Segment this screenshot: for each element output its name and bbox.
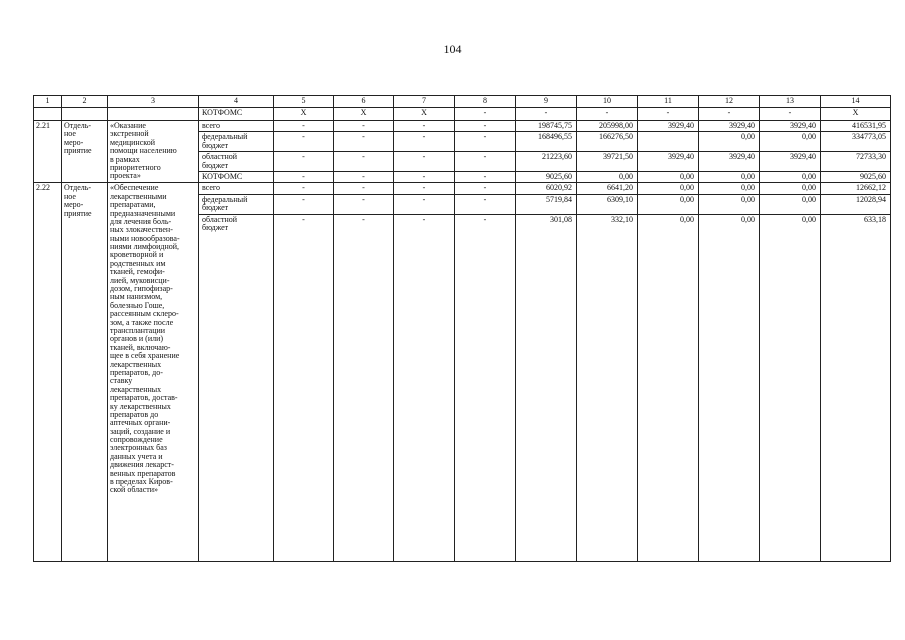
value-cell: -	[455, 183, 516, 194]
column-number-cell: 10	[577, 96, 638, 108]
value-cell: -	[274, 132, 334, 152]
value-cell: 0,00	[699, 214, 760, 561]
value-cell: 0,00	[760, 214, 821, 561]
value-cell: 6641,20	[577, 183, 638, 194]
budget-table	[33, 95, 891, 562]
value-cell: -	[394, 132, 455, 152]
value-cell: 12662,12	[821, 183, 891, 194]
value-cell: 9025,60	[516, 171, 577, 182]
column-number-cell: 7	[394, 96, 455, 108]
item-description-cell: «Обеспечение лекарственными препаратами, предназначенными для лечения боль- ных злокачествен- ными новообразова- ниями лимфоидной, кроветворной и родственных им тканей, гемофи- лией, муковисци- дозом, гипофизар- ным нанизмом, болезнью Гоше, рассеянным склеро- зом, а также после трансплантации органов и (или) тканей, включаю- щее в себя хранение лекарственных препаратов, до- ставку лекарственных препаратов, достав- ку лекарственных препаратов до аптечных органи- заций, создание и сопровождение электронных баз данных учета и движения лекарст- венных препаратов в пределах Киров- ской области»	[108, 183, 199, 561]
value-cell: 3929,40	[638, 121, 699, 132]
value-cell: 3929,40	[699, 121, 760, 132]
value-cell: 0,00	[577, 171, 638, 182]
value-cell: X	[334, 108, 394, 121]
value-cell: 0,00	[760, 132, 821, 152]
value-cell: 168496,55	[516, 132, 577, 152]
value-cell: 0,00	[699, 171, 760, 182]
value-cell: 6020,92	[516, 183, 577, 194]
value-cell: 0,00	[760, 171, 821, 182]
value-cell: 9025,60	[821, 171, 891, 182]
value-cell: 3929,40	[699, 152, 760, 172]
value-cell: 198745,75	[516, 121, 577, 132]
value-cell: 334773,05	[821, 132, 891, 152]
value-cell: 633,18	[821, 214, 891, 561]
value-cell: 0,00	[699, 194, 760, 214]
value-cell: -	[394, 214, 455, 561]
value-cell: 6309,10	[577, 194, 638, 214]
value-cell: 205998,00	[577, 121, 638, 132]
value-cell: 39721,50	[577, 152, 638, 172]
column-number-cell: 1	[34, 96, 62, 108]
item-number-cell: 2.21	[34, 121, 62, 183]
value-cell	[638, 132, 699, 152]
value-cell: 332,10	[577, 214, 638, 561]
value-cell: 301,08	[516, 214, 577, 561]
value-cell: 166276,50	[577, 132, 638, 152]
funding-source-cell: всего	[199, 121, 274, 132]
column-number-cell: 11	[638, 96, 699, 108]
value-cell: -	[455, 214, 516, 561]
value-cell: 0,00	[760, 194, 821, 214]
column-number-row	[34, 96, 891, 108]
value-cell: -	[699, 108, 760, 121]
value-cell: -	[274, 183, 334, 194]
funding-source-cell: федеральный бюджет	[199, 132, 274, 152]
item-description-cell: «Оказание экстренной медицинской помощи населению в рамках приоритетного проекта»	[108, 121, 199, 183]
value-cell: -	[577, 108, 638, 121]
column-number-cell: 5	[274, 96, 334, 108]
column-number-cell: 4	[199, 96, 274, 108]
funding-source-cell: областной бюджет	[199, 152, 274, 172]
empty-cell	[34, 108, 62, 121]
value-cell: -	[455, 194, 516, 214]
column-number-cell: 2	[62, 96, 108, 108]
funding-source-cell: КОТФОМС	[199, 108, 274, 121]
value-cell: -	[334, 132, 394, 152]
funding-source-cell: федеральный бюджет	[199, 194, 274, 214]
funding-source-cell: областной бюджет	[199, 214, 274, 561]
value-cell: -	[455, 152, 516, 172]
item-number-cell: 2.22	[34, 183, 62, 561]
column-number-cell: 14	[821, 96, 891, 108]
value-cell: 0,00	[638, 183, 699, 194]
value-cell: -	[274, 152, 334, 172]
value-cell: 12028,94	[821, 194, 891, 214]
value-cell: -	[334, 183, 394, 194]
value-cell: -	[334, 152, 394, 172]
value-cell: -	[638, 108, 699, 121]
value-cell: X	[394, 108, 455, 121]
kotfoms-header-row	[34, 108, 891, 121]
value-cell: -	[455, 132, 516, 152]
funding-source-cell: всего	[199, 183, 274, 194]
value-cell: -	[394, 194, 455, 214]
page-number: 104	[443, 42, 462, 56]
column-number-cell: 13	[760, 96, 821, 108]
value-cell: -	[334, 121, 394, 132]
value-cell: 0,00	[699, 183, 760, 194]
value-cell: 3929,40	[760, 152, 821, 172]
value-cell: -	[516, 108, 577, 121]
empty-cell	[108, 108, 199, 121]
value-cell: 3929,40	[760, 121, 821, 132]
empty-cell	[62, 108, 108, 121]
column-number-cell: 9	[516, 96, 577, 108]
value-cell: 5719,84	[516, 194, 577, 214]
item-kind-cell: Отдель- ное меро- приятие	[62, 121, 108, 183]
value-cell: -	[455, 171, 516, 182]
value-cell: X	[821, 108, 891, 121]
value-cell: 0,00	[638, 171, 699, 182]
column-number-cell: 6	[334, 96, 394, 108]
value-cell: -	[455, 121, 516, 132]
value-cell: 0,00	[638, 214, 699, 561]
value-cell: X	[274, 108, 334, 121]
value-cell: 416531,95	[821, 121, 891, 132]
value-cell: 21223,60	[516, 152, 577, 172]
value-cell: 3929,40	[638, 152, 699, 172]
table-row	[34, 183, 891, 194]
table-row	[34, 121, 891, 132]
value-cell: -	[274, 194, 334, 214]
item-kind-cell: Отдель- ное меро- приятие	[62, 183, 108, 561]
value-cell: -	[394, 171, 455, 182]
value-cell: -	[274, 171, 334, 182]
value-cell: -	[334, 194, 394, 214]
value-cell: -	[394, 152, 455, 172]
value-cell: 72733,30	[821, 152, 891, 172]
value-cell: -	[394, 121, 455, 132]
value-cell: -	[394, 183, 455, 194]
column-number-cell: 3	[108, 96, 199, 108]
value-cell: 0,00	[760, 183, 821, 194]
value-cell: 0,00	[638, 194, 699, 214]
value-cell: -	[334, 214, 394, 561]
column-number-cell: 12	[699, 96, 760, 108]
value-cell: 0,00	[699, 132, 760, 152]
value-cell: -	[760, 108, 821, 121]
value-cell: -	[455, 108, 516, 121]
column-number-cell: 8	[455, 96, 516, 108]
value-cell: -	[274, 214, 334, 561]
value-cell: -	[274, 121, 334, 132]
funding-source-cell: КОТФОМС	[199, 171, 274, 182]
value-cell: -	[334, 171, 394, 182]
